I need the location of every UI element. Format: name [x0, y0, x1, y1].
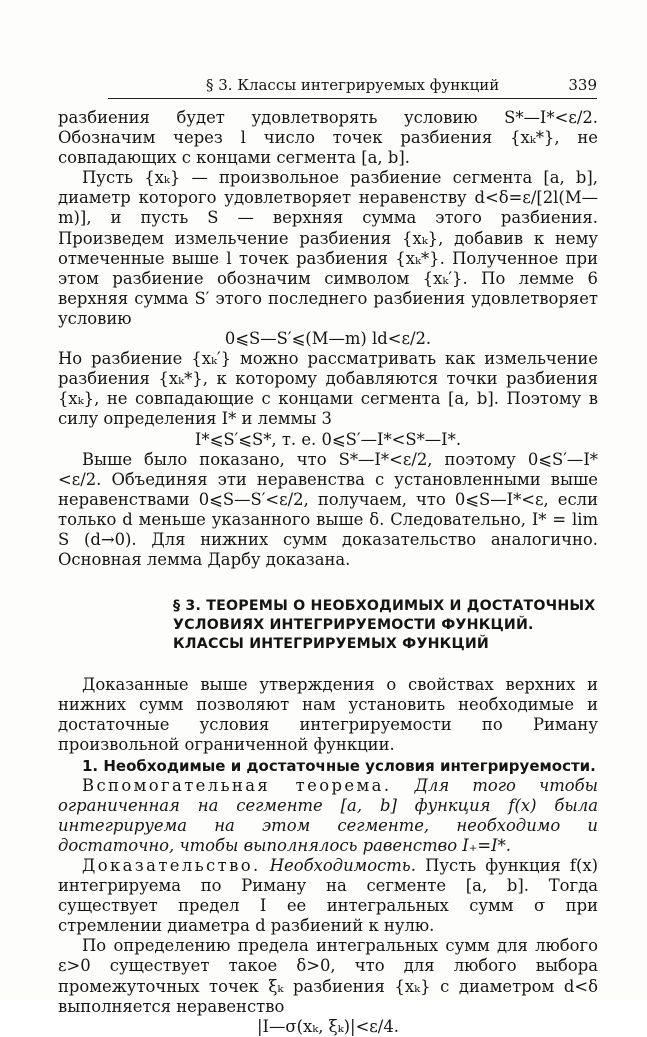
subsection-title: 1. Необходимые и достаточные условия интегрируемости.: [82, 756, 596, 775]
necessity-label: Необходимость.: [269, 856, 416, 875]
display-formula: I*⩽S′⩽S*, т. е. 0⩽S′—I*<S*—I*.: [194, 429, 462, 449]
section-heading-line: УСЛОВИЯХ ИНТЕГРИРУЕМОСТИ ФУНКЦИЙ.: [173, 617, 534, 634]
section-heading-line: КЛАССЫ ИНТЕГРИРУЕМЫХ ФУНКЦИЙ: [173, 636, 489, 653]
theorem-statement: Для того чтобы ограниченная на сегменте [a, b] функция f(x) была интегрируема на этом сегменте, необходимо и достаточно, чтобы выполнялось равенство I₊=I*.: [58, 775, 598, 855]
paragraph: Пусть {xₖ} — произвольное разбиение сегмента [a, b], диаметр которого удовлетворяет неравенству d<δ=ε/[2l(M—m)], и пусть S — верхняя сумма этого разбиения. Произведем измельчение разбиения {xₖ}, добавив к нему отмеченные выше l точек разбиения {xₖ*}. Полученное при этом разбиение обозначим символом {xₖ′}. По лемме 6 верхняя сумма S′ этого последнего разбиения удовлетворяет условию: [58, 168, 598, 328]
page-number: 339: [568, 76, 597, 94]
running-header-title: § 3. Классы интегрируемых функций: [206, 76, 500, 94]
proof-text: Пусть функция f(x) интегрируема по Риману на сегменте [a, b]. Тогда существует предел I ее интегральных сумм σ при стремлении диаметра d разбиений к нулю.: [58, 856, 598, 936]
paragraph: Но разбиение {xₖ′} можно рассматривать как измельчение разбиения {xₖ*}, к которому добавляются точки разбиения {xₖ}, не совпадающие с концами сегмента [a, b]. Поэтому в силу определения I* и леммы 3: [58, 349, 598, 429]
section-heading: [173, 597, 598, 654]
paragraph: Выше было показано, что S*—I*<ε/2, поэтому 0⩽S′—I*<ε/2. Объединяя эти неравенства с установленными выше неравенствами 0⩽S—S′<ε/2, получаем, что 0⩽S—I*<ε, если только d меньше указанного выше δ. Следовательно, I* = lim S (d→0). Для нижних сумм доказательство аналогично. Основная лемма Дарбу доказана.: [58, 449, 598, 570]
paragraph: Доказанные выше утверждения о свойствах верхних и нижних сумм позволяют нам установить необходимые и достаточные условия интегрируемости по Риману произвольной ограниченной функции.: [58, 675, 598, 755]
proof-label: Доказательство.: [82, 856, 261, 875]
theorem: [58, 776, 598, 856]
display-formula: |I—σ(xₖ, ξₖ)|<ε/4.: [257, 1016, 399, 1036]
paragraph: разбиения будет удовлетворять условию S*—I*<ε/2. Обозначим через l число точек разбиения {xₖ*}, не совпадающих с концами сегмента [a, b].: [58, 108, 598, 168]
running-header: [108, 76, 597, 99]
page-body: [58, 108, 598, 1037]
theorem-label: Вспомогательная теорема.: [82, 775, 392, 795]
section-heading-line: § 3. ТЕОРЕМЫ О НЕОБХОДИМЫХ И ДОСТАТОЧНЫХ: [173, 598, 596, 615]
display-formula: 0⩽S—S′⩽(M—m) ld<ε/2.: [224, 329, 432, 349]
subsection-heading: [58, 756, 598, 776]
proof: [58, 856, 598, 936]
paragraph: По определению предела интегральных сумм для любого ε>0 существует такое δ>0, что для любого выбора промежуточных точек ξₖ разбиения {xₖ} с диаметром d<δ выполняется неравенство: [58, 936, 598, 1016]
